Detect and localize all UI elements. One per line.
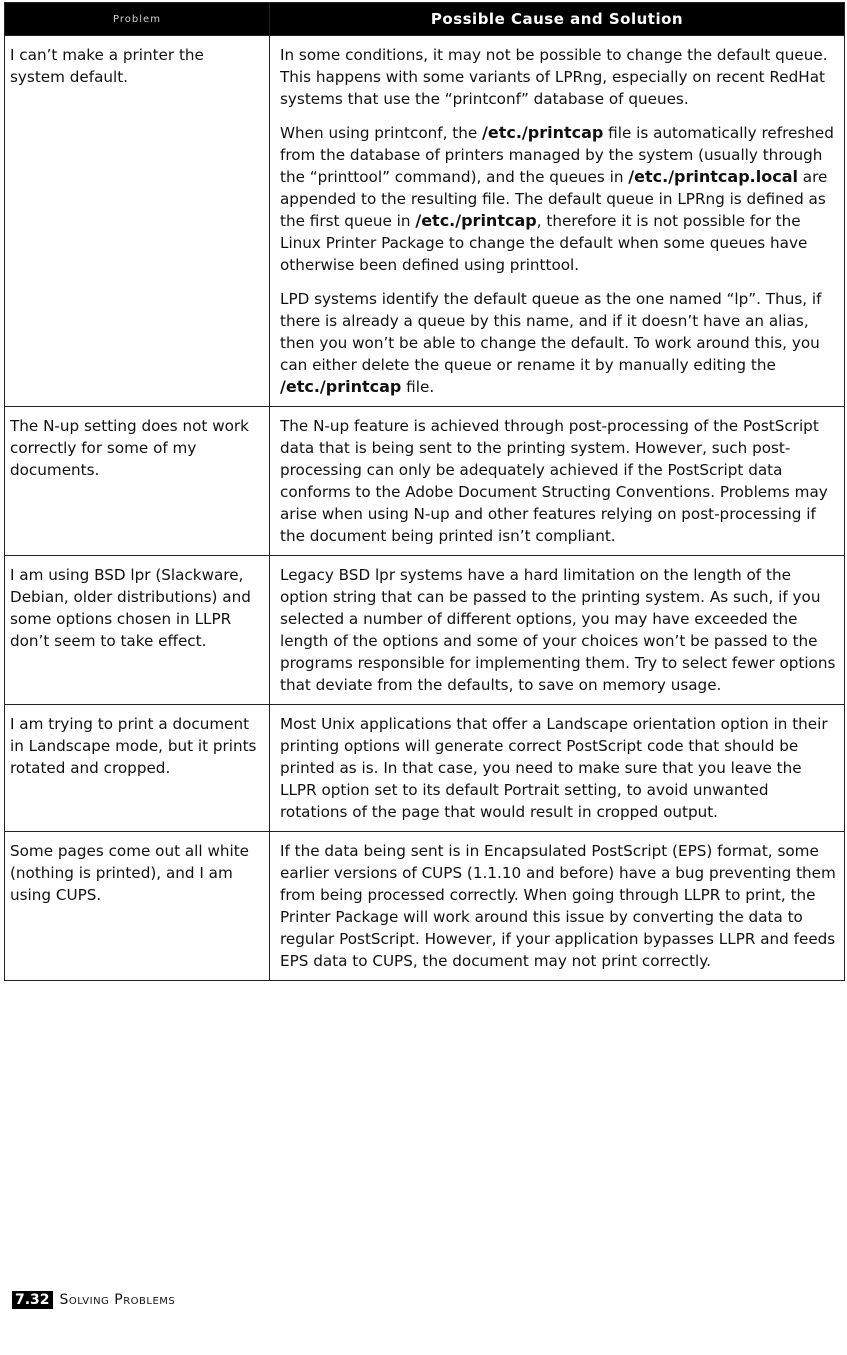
- solution-text: In some conditions, it may not be possible to change the default queue. This happens with some variants of LPRng, especially on recent RedHat systems that use the “printconf” database of queues.: [280, 46, 828, 108]
- solution-text: Most Unix applications that offer a Landscape orientation option in their printing options will generate correct PostScript code that should be printed as is. In that case, you need to make sure that you leave the LLPR option set to its default Portrait setting, to avoid unwanted rotations of the page that would result in cropped output.: [280, 715, 828, 821]
- solution-text: file.: [401, 378, 435, 396]
- file-path: /etc./printcap.local: [628, 167, 798, 186]
- header-solution: Possible Cause and Solution: [270, 3, 845, 36]
- solution-paragraph: [280, 288, 838, 398]
- table-header-row: [5, 3, 845, 36]
- solution-paragraph: [280, 840, 838, 972]
- solution-paragraph: [280, 713, 838, 823]
- problem-cell: The N-up setting does not work correctly for some of my documents.: [5, 407, 270, 556]
- page-footer: [12, 1291, 175, 1309]
- solution-paragraph: [280, 415, 838, 547]
- table-row: [5, 556, 845, 705]
- problem-cell: I can’t make a printer the system default.: [5, 36, 270, 407]
- solution-text: , therefore it is not possible for the Linux Printer Package to change the default when some queues have otherwise been defined using printtool.: [280, 212, 808, 274]
- page-number: 7.32: [12, 1291, 53, 1309]
- file-path: /etc./printcap: [482, 123, 604, 142]
- solution-cell: [270, 36, 845, 407]
- solution-text: When using printconf, the: [280, 124, 482, 142]
- table-row: [5, 832, 845, 981]
- solution-cell: [270, 832, 845, 981]
- solution-text: The N-up feature is achieved through post-processing of the PostScript data that is being sent to the printing system. However, such post-processing can only be adequately achieved if the PostScript data conforms to the Adobe Document Structing Conventions. Problems may arise when using N-up and other features relying on post-processing if the document being printed isn’t compliant.: [280, 417, 828, 545]
- solution-cell: [270, 556, 845, 705]
- table-row: [5, 407, 845, 556]
- solution-text: are appended to the resulting file. The default queue in LPRng is defined as the first queue in: [280, 168, 828, 230]
- problem-cell: I am using BSD lpr (Slackware, Debian, older distributions) and some options chosen in LLPR don’t seem to take effect.: [5, 556, 270, 705]
- file-path: /etc./printcap: [280, 377, 402, 396]
- table-row: [5, 705, 845, 832]
- table-row: [5, 36, 845, 407]
- problem-cell: I am trying to print a document in Landscape mode, but it prints rotated and cropped.: [5, 705, 270, 832]
- problem-cell: Some pages come out all white (nothing is printed), and I am using CUPS.: [5, 832, 270, 981]
- section-title: Solving Problems: [59, 1292, 176, 1308]
- file-path: /etc./printcap: [415, 211, 537, 230]
- solution-paragraph: [280, 44, 838, 110]
- solution-paragraph: [280, 564, 838, 696]
- solution-text: LPD systems identify the default queue as the one named “lp”. Thus, if there is already a queue by this name, and if it doesn’t have an alias, then you won’t be able to change the default. To work around this, you can either delete the queue or rename it by manually editing the: [280, 290, 822, 374]
- table-body: [5, 36, 845, 981]
- solution-text: file is automatically refreshed from the database of printers managed by the system (usually through the “printtool” command), and the queues in: [280, 124, 834, 186]
- solution-text: If the data being sent is in Encapsulated PostScript (EPS) format, some earlier versions of CUPS (1.1.10 and before) have a bug preventing them from being processed correctly. When going through LLPR to print, the Printer Package will work around this issue by converting the data to regular PostScript. However, if your application bypasses LLPR and feeds EPS data to CUPS, the document may not print correctly.: [280, 842, 836, 970]
- solution-cell: [270, 407, 845, 556]
- header-problem: Problem: [5, 3, 270, 36]
- solution-paragraph: [280, 122, 838, 276]
- troubleshooting-table: [4, 2, 845, 981]
- solution-text: Legacy BSD lpr systems have a hard limitation on the length of the option string that can be passed to the printing system. As such, if you selected a number of different options, you may have exceeded the length of the options and some of your choices won’t be passed to the programs responsible for implementing them. Try to select fewer options that deviate from the defaults, to save on memory usage.: [280, 566, 836, 694]
- solution-cell: [270, 705, 845, 832]
